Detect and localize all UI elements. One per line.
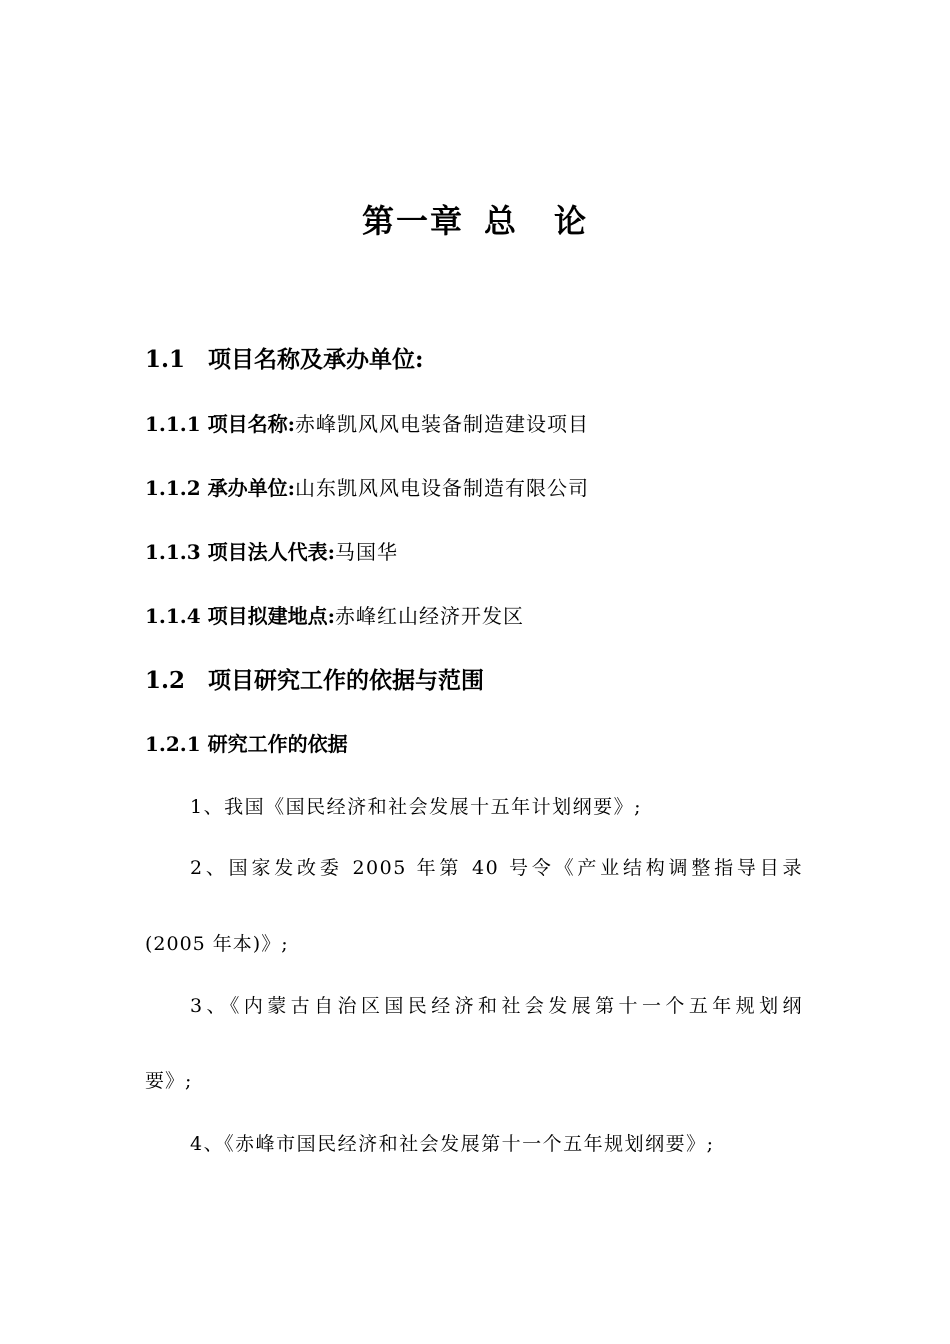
field-value: 马国华 — [335, 540, 399, 564]
basis-item-2-line-1: 2、国家发改委 2005 年第 40 号令《产业结构调整指导目录 — [190, 857, 803, 879]
basis-item-3-line-1: 3、《内蒙古自治区国民经济和社会发展第十一个五年规划纲 — [190, 995, 803, 1017]
field-value: 赤峰凯风风电装备制造建设项目 — [295, 412, 590, 436]
basis-item-2-line-2: (2005 年本)》; — [145, 933, 289, 955]
chapter-title-part-1: 第一章 — [361, 202, 464, 240]
section-number: 1.2 — [145, 667, 186, 694]
field-label: 1.1.2 承办单位: — [145, 476, 296, 500]
section-1-2-heading — [145, 669, 484, 692]
basis-item-3-line-2: 要》; — [145, 1070, 193, 1092]
basis-item-1: 1、我国《国民经济和社会发展十五年计划纲要》; — [190, 796, 642, 818]
field-value: 赤峰红山经济开发区 — [335, 604, 525, 628]
field-label: 1.1.4 项目拟建地点: — [145, 604, 336, 628]
field-value: 山东凯风风电设备制造有限公司 — [295, 476, 590, 500]
section-1-1-3-line — [145, 542, 398, 562]
chapter-title-part-3: 论 — [554, 202, 589, 240]
field-label: 1.1.1 项目名称: — [145, 412, 296, 436]
section-1-1-4-line — [145, 606, 524, 626]
section-title: 项目名称及承办单位: — [208, 346, 424, 373]
section-1-1-1-line — [145, 414, 589, 434]
section-title: 项目研究工作的依据与范围 — [208, 667, 484, 694]
section-1-1-heading — [145, 348, 424, 371]
chapter-title — [0, 202, 950, 240]
section-number: 1.1 — [145, 346, 186, 373]
field-label: 1.1.3 项目法人代表: — [145, 540, 336, 564]
subsection-title: 1.2.1 研究工作的依据 — [145, 732, 348, 756]
section-1-1-2-line — [145, 478, 589, 498]
basis-item-4: 4、《赤峰市国民经济和社会发展第十一个五年规划纲要》; — [190, 1133, 715, 1155]
chapter-title-part-2: 总 — [483, 202, 518, 240]
section-1-2-1-heading — [145, 734, 348, 754]
